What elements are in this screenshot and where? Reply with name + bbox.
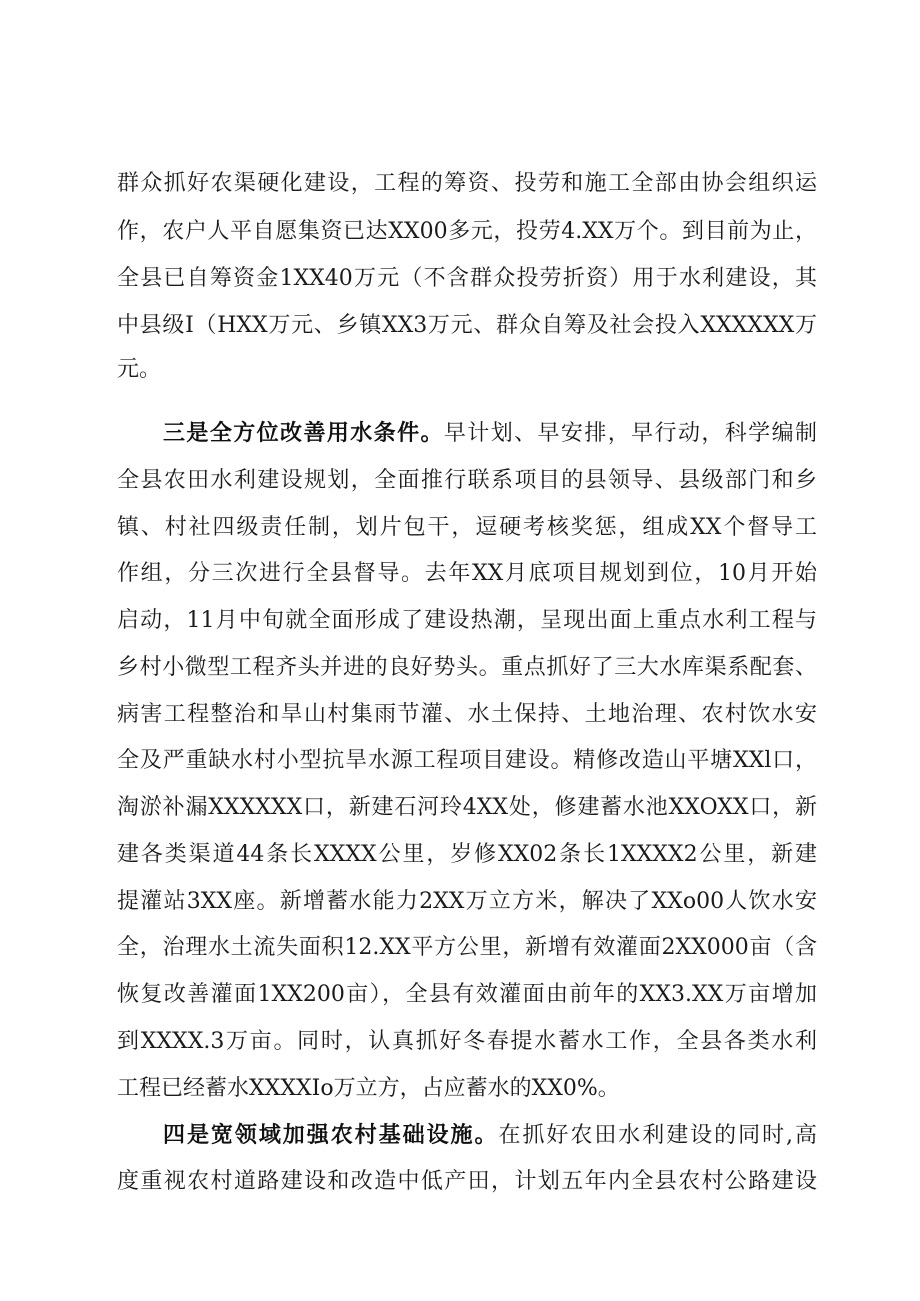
text-line: 到XXXX.3万亩。同时，认真抓好冬春提水蓄水工作，全县各类水利 (117, 1029, 817, 1054)
text-line: 全，治理水土流失面积12.XX平方公里，新增有效灌面2XX000亩（含 (117, 935, 817, 960)
text-line: 全县农田水利建设规划，全面推行联系项目的县领导、县级部门和乡 (117, 468, 817, 493)
text-line: 元。 (117, 357, 162, 382)
text-line: 作组，分三次进行全县督导。去年XX月底项目规划到位，10月开始 (117, 561, 817, 586)
text-line: 提灌站3XX座。新增蓄水能力2XX万立方米，解决了XXo00人饮水安 (117, 889, 817, 914)
text-line: 镇、村社四级责任制，划片包干，逗硬考核奖惩，组成XX个督导工 (117, 515, 817, 540)
text-line: 群众抓好农渠硬化建设，工程的筹资、投劳和施工全部由协会组织运 (117, 171, 817, 196)
text-fragment: 在抓好农田水利建设的同时,高 (498, 1123, 817, 1148)
text-line: 中县级I（HXX万元、乡镇XX3万元、群众自筹及社会投入XXXXXX万 (117, 313, 817, 338)
text-line: 工程已经蓄水XXXXIo万立方，占应蓄水的XX0%。 (117, 1076, 620, 1101)
text-fragment: 早计划、早安排，早行动，科学编制 (443, 421, 817, 446)
text-line: 病害工程整治和旱山村集雨节灌、水土保持、土地治理、农村饮水安 (117, 702, 817, 727)
text-line: 全及严重缺水村小型抗旱水源工程项目建设。精修改造山平塘XXl口， (117, 748, 817, 773)
paragraph-first-line (163, 1116, 817, 1156)
text-line: 启动，11月中旬就全面形成了建设热潮，呈现出面上重点水利工程与 (117, 608, 817, 633)
text-line: 度重视农村道路建设和改造中低产田，计划五年内全县农村公路建设 (117, 1169, 817, 1194)
paragraph-heading: 四是宽领域加强农村基础设施。 (163, 1123, 499, 1148)
paragraph-first-line (163, 414, 817, 454)
text-line: 恢复改善灌面1XX200亩），全县有效灌面由前年的XX3.XX万亩增加 (117, 982, 817, 1007)
text-line: 淘淤补漏XXXXXX口，新建石河玲4XX处，修建蓄水池XXOXX口，新 (117, 795, 817, 820)
text-line: 建各类渠道44条长XXXX公里，岁修XX02条长1XXXX2公里，新建 (117, 842, 817, 867)
text-line: 乡村小微型工程齐头并进的良好势头。重点抓好了三大水库渠系配套、 (117, 655, 817, 680)
text-line: 全县已自筹资金1XX40万元（不含群众投劳折资）用于水利建设，其 (117, 266, 817, 291)
paragraph-heading: 三是全方位改善用水条件。 (163, 421, 444, 446)
text-line: 作，农户人平自愿集资已达XX00多元，投劳4.XX万个。到目前为止， (117, 219, 817, 244)
